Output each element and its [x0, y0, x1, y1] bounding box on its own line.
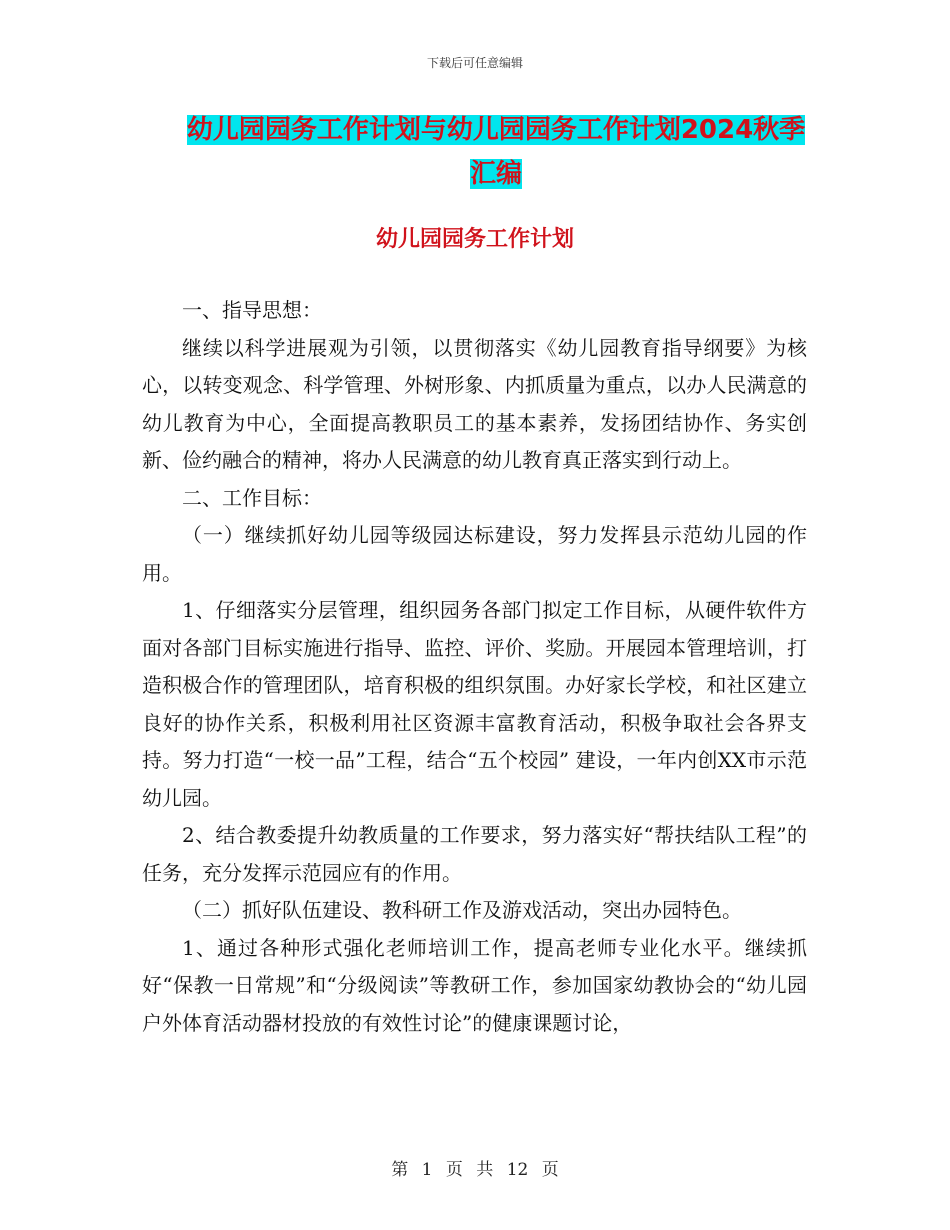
document-title	[186, 108, 806, 196]
header-note: 下载后可任意编辑	[426, 56, 523, 70]
page-number: 1	[421, 1160, 433, 1180]
document-body	[142, 292, 807, 1042]
total-pages: 12	[506, 1160, 529, 1180]
page-label-suffix: 页	[541, 1160, 559, 1180]
page-label-mid1: 页	[445, 1160, 463, 1180]
paragraph: 1、仔细落实分层管理，组织园务各部门拟定工作目标，从硬件软件方面对各部门目标实施进行指导、监控、评价、奖励。开展园本管理培训，打造积极合作的管理团队，培育积极的组织氛围。办好家长学校，和社区建立良好的协作关系，积极利用社区资源丰富教育活动，积极争取社会各界支持。努力打造“一校一品”工程，结合“五个校园” 建设，一年内创XX市示范幼儿园。	[142, 598, 807, 810]
paragraph: 1、通过各种形式强化老师培训工作，提高老师专业化水平。继续抓好“保教一日常规”和“分级阅读”等教研工作，参加国家幼教协会的“幼儿园户外体育活动器材投放的有效性讨论”的健康课题讨论，	[142, 935, 807, 1035]
section-title: 幼儿园园务工作计划	[375, 227, 574, 252]
page-label-prefix: 第	[391, 1160, 409, 1180]
title-highlight: 幼儿园园务工作计划与幼儿园园务工作计划2024秋季汇编	[186, 115, 806, 189]
paragraph: （二）抓好队伍建设、教科研工作及游戏活动，突出办园特色。	[182, 898, 742, 922]
paragraph: 二、工作目标：	[182, 485, 322, 510]
page-label-mid2: 共	[476, 1160, 494, 1180]
paragraph: 2、结合教委提升幼教质量的工作要求，努力落实好“帮扶结队工程”的任务，充分发挥示范园应有的作用。	[142, 823, 807, 885]
paragraph: （一）继续抓好幼儿园等级园达标建设，努力发挥县示范幼儿园的作用。	[142, 523, 807, 585]
page-footer	[0, 1155, 950, 1180]
paragraph: 一、指导思想：	[182, 298, 322, 322]
paragraph: 继续以科学进展观为引领，以贯彻落实《幼儿园教育指导纲要》为核心，以转变观念、科学管理、外树形象、内抓质量为重点，以办人民满意的幼儿教育为中心，全面提高教职员工的基本素养，发扬团结协作、务实创新、俭约融合的精神，将办人民满意的幼儿教育真正落实到行动上。	[142, 335, 807, 472]
